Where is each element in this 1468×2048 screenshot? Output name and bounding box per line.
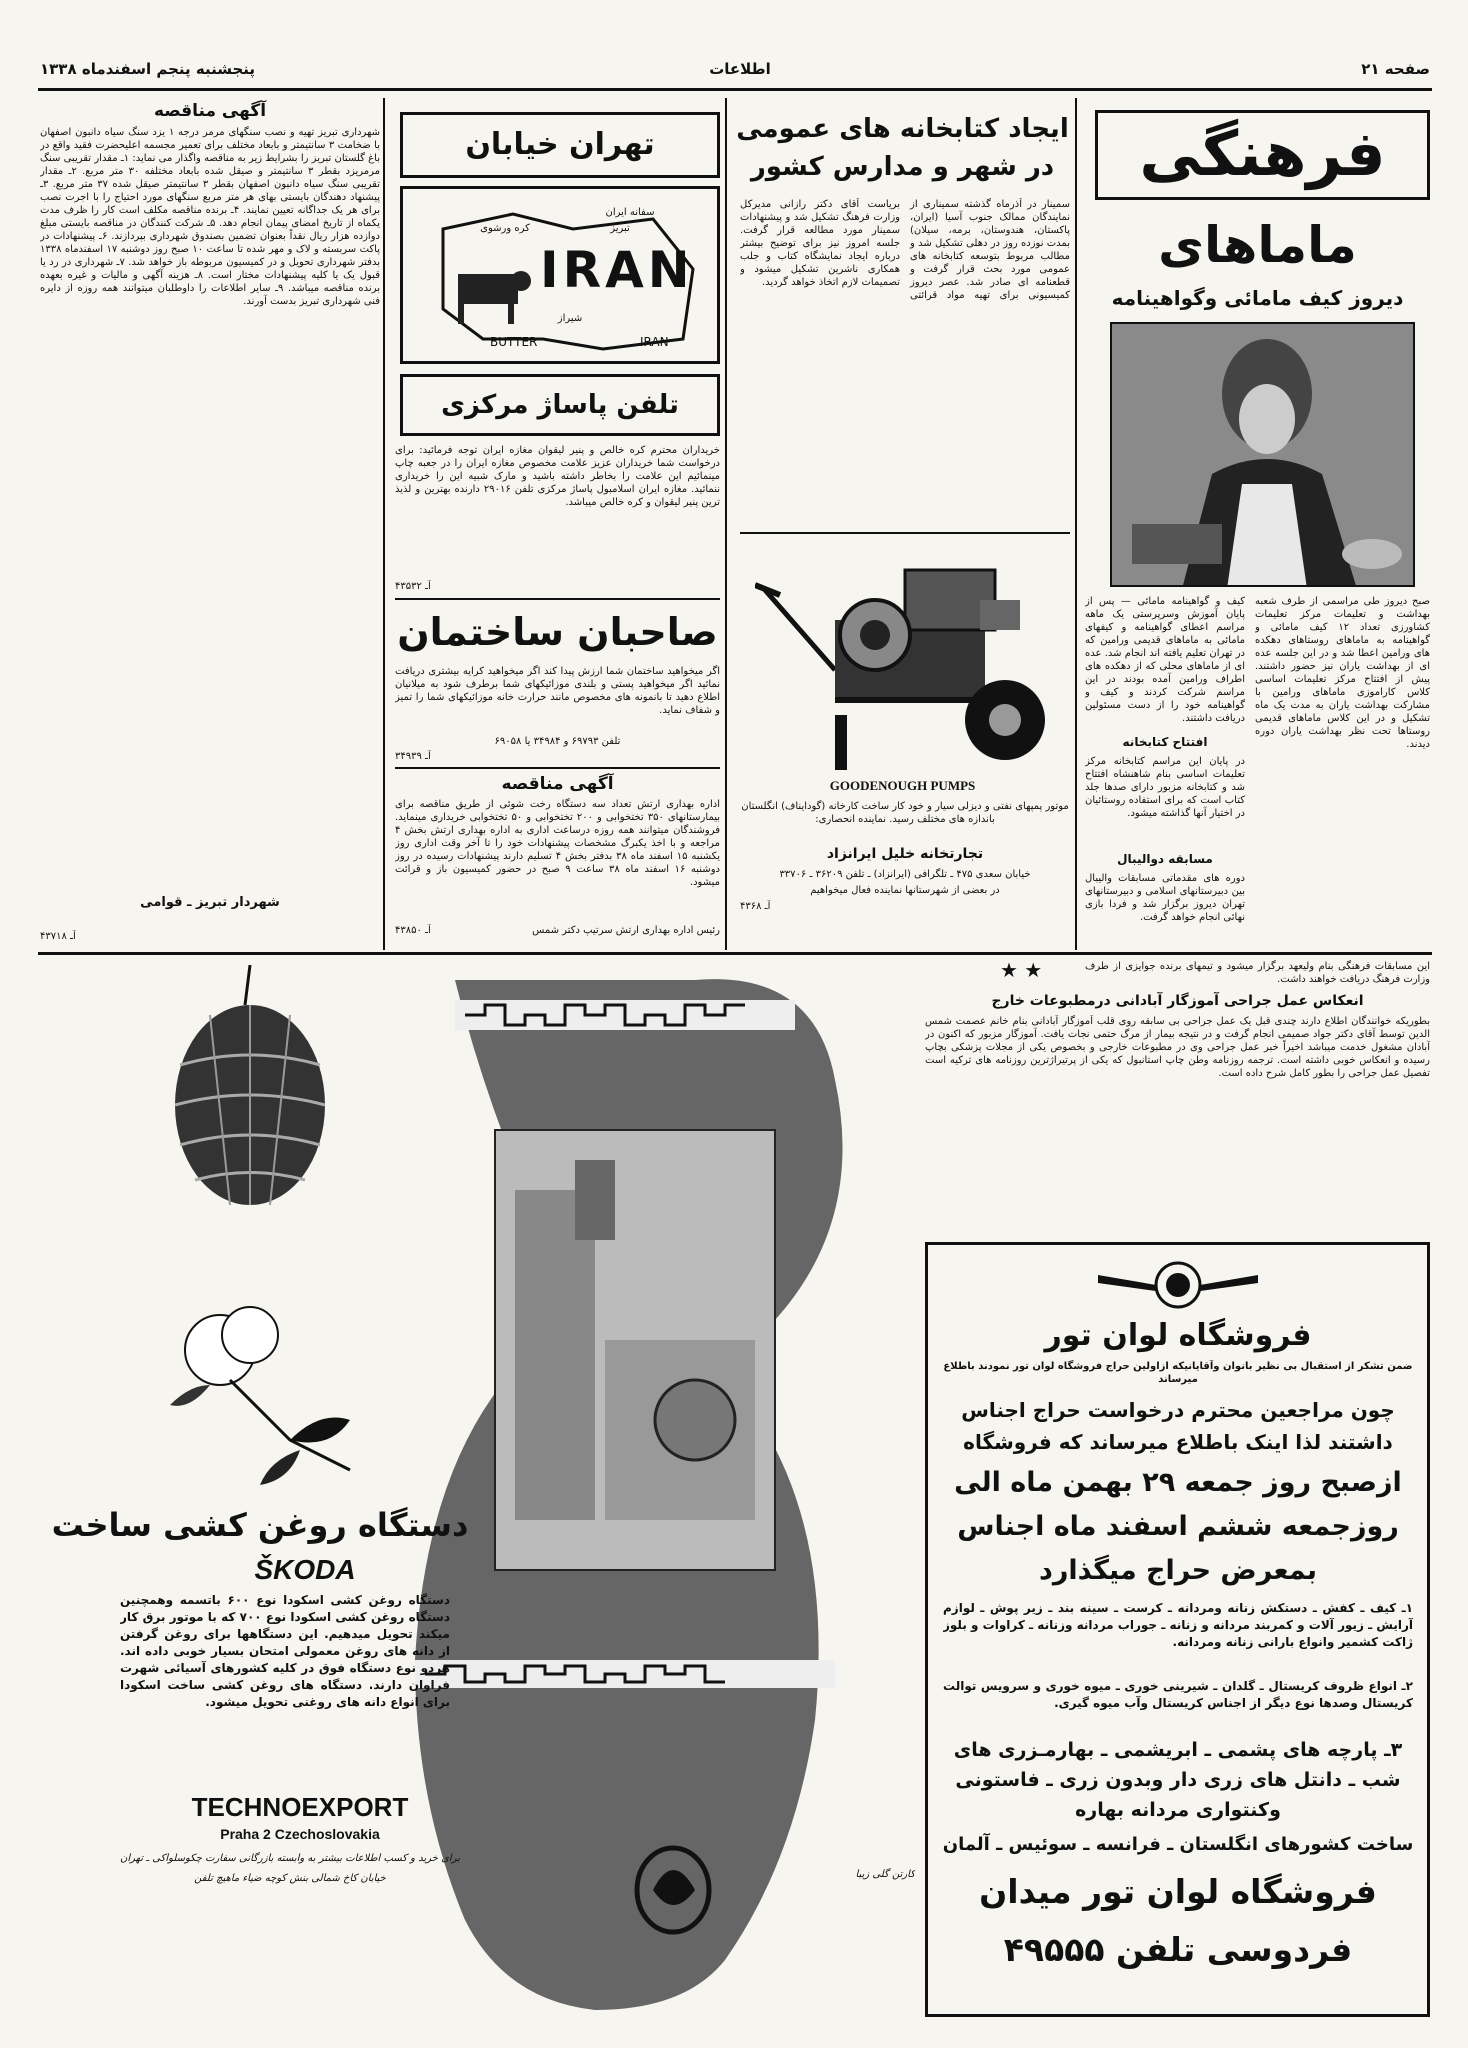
pumps-note: در بعضی از شهرستانها نماینده فعال میخواهیم <box>810 885 1000 896</box>
butter-phone: تلفن پاساژ مرکزی <box>400 374 720 436</box>
culture-body-2: کیف و گواهینامه مامائی — پس از پایان آموزش وسرپرستی یک ماهه مراسم اعطای گواهینامه و کیفهای مامائی به ماماهای قدیمی ورامین که در تهران تعلیم یافته اند انجام شد. عده ای از ماماهای محلی که از دهکده های اطراف ورامین آمده بودند در این مراسم شرکت کردند و کیف و گواهینامه خود را از دست مسئولین دریافت داشتند. <box>1085 596 1245 724</box>
culture-body-1: صبح دیروز طی مراسمی از طرف شعبه بهداشت و تعلیمات مرکز تعلیمات کشاورزی تعداد ۱۲ کیف مامائی و گواهینامه به ماماهای روستاهای دهکده های ورامین اعطا شد و در این جلسه عده ای از بهداشت یاران نیز حضور داشتند. پیش از افتتاح مرکز تعلیمات اساسی کلاس کاراموزی ماماهای ورامین با مشارکت بهداشت یاران به مدت یک ماه تشکیل و در این کلاس ماماهای قدیمی روستاها تحت نظر بهداشت یاران دوره دیدند. <box>1255 596 1430 750</box>
butter-shop-line: تهران خیابان <box>400 112 720 178</box>
surgery-title: انعکاس عمل جراحی آموزگار آبادانی درمطبوعات خارج <box>991 993 1364 1009</box>
section-rule <box>38 952 1432 955</box>
lavantour-item-3b: شب ـ دانتل های زری دار وبدون زری ـ فاستونی <box>955 1769 1401 1791</box>
midwife-photo <box>1110 322 1415 587</box>
library-opening-subhead: افتتاح کتابخانه <box>1122 735 1208 749</box>
lavantour-footer: فروشگاه لوان تور میدان <box>979 1872 1377 1911</box>
butter-city-tabriz: تبریز <box>610 223 630 234</box>
tabriz-signature: شهردار تبریز ـ قوامی <box>140 895 280 910</box>
army-notice-body: اداره بهداری ارتش تعداد سه دستگاه رخت شوئی از طریق مناقصه برای بیمارستانهای ۳۵۰ تختخوابی و ۲۰۰ تختخوابی و ۵۰ تختخوابی خریداری مینماید. فروشندگان میتوانند همه روزه درساعت اداری به اداره بهداری ارتش بخش ۴ مراجعه و با اخذ یکبرگ مشخصات پیشنهادات خود را تا آخر وقت اداری روز یکشنبه ۱۵ اسفند ماه ۳۸ بدفتر بخش ۴ تسلیم دارند پیشنهادات رسیده در روز دوشنبه ۱۶ اسفند ماه ۳۸ ساعت ۹ صبح در حضور کمیسیون باز و قرائت میشود. <box>395 799 720 888</box>
volleyball-body: دوره های مقدماتی مسابقات والیبال بین دبیرستانهای اسلامی و دبیرستانهای تهران دیروز برگزار شد و فردا بازی نهائی انجام خواهد گرفت. <box>1085 873 1245 923</box>
army-notice-title: آگهی مناقصه <box>501 774 614 794</box>
library-rule <box>740 532 1070 534</box>
header-rule <box>38 88 1432 91</box>
pumps-brand: GOODENOUGH PUMPS <box>829 778 976 793</box>
oil-seed-illustration <box>150 965 350 1225</box>
pump-illustration <box>755 540 1055 775</box>
lavantour-line-3: ازصبح روز جمعه ۲۹ بهمن ماه الی <box>954 1467 1402 1498</box>
skoda-contact-2: خیابان کاخ شمالی بنش کوچه ضیاء ماهیچ تلفن <box>194 1873 386 1884</box>
tabriz-notice-title: آگهی مناقصه <box>153 101 267 121</box>
skoda-headline: دستگاه روغن کشی ساخت <box>51 1506 469 1544</box>
butter-iran-small: IRAN <box>640 335 669 349</box>
lavantour-line-4: روزجمعه ششم اسفند ماه اجناس <box>957 1511 1399 1542</box>
surgery-body: بطوریکه خوانندگان اطلاع دارند چندی قبل یک عمل جراحی بی سابقه روی قلب آموزگار آبادانی بنام خانم عصمت شمس الدین توسط آقای دکتر جواد صمیمی انجام گرفت و در نتیجه بیمار از مرگ حتمی نجات یافت. آموزگار مزبور که اکنون در آبادان مشغول خدمت میباشد اخیراً خبر عمل جراحی وی در مطبوعات خارجی و بخصوص یکی از مجلات پزشکی بچاپ رسیده و انعکاس خوبی داشته است. ترجمه روزنامه وطن چاپ استانبول که یکی از پرتیراژترین روزنامه های ترکیه است تفصیل عمل جراحی را بطور کامل شرح داده است. <box>925 1016 1430 1079</box>
butter-logo-fa: کره ورشوی <box>480 223 530 234</box>
butter-brand-latin: IRAN <box>540 241 694 299</box>
butter-map-label: سفانه ایران <box>605 207 655 218</box>
column-divider <box>383 98 385 950</box>
lavantour-intro: ضمن تشکر از استقبال بی نظیر بانوان وآقایانیکه ازاولین حراج فروشگاه لوان تور نمودند باطلاع میرساند <box>943 1361 1413 1385</box>
culture-subhead: دیروز کیف مامائی وگواهینامه <box>1111 286 1404 310</box>
star-decoration: ★ ★ <box>1000 958 1043 982</box>
lavantour-name: فروشگاه لوان تور <box>1044 1318 1312 1353</box>
butter-city-shiraz: شیراز <box>557 313 583 324</box>
issue-date: پنجشنبه پنجم اسفندماه ۱۳۳۸ <box>40 60 256 78</box>
skoda-exporter: TECHNOEXPORT <box>191 1792 409 1822</box>
lavantour-countries: ساخت کشورهای انگلستان ـ فرانسه ـ سوئیس ـ آلمان <box>942 1834 1414 1855</box>
pumps-body: موتور پمپهای نفتی و دیزلی سیار و خود کار ساخت کارخانه (گودایناف) انگلستان باندازه های مختلف رسید. نماینده انحصاری: <box>741 801 1069 825</box>
butter-ad-code: آـ ۴۳۵۳۲ <box>395 581 431 592</box>
culture-badge: فرهنگی <box>1095 110 1430 200</box>
pumps-ad-code: آـ ۴۳۶۸ <box>740 901 771 912</box>
library-opening-body: در پایان این مراسم کتابخانه مرکز تعلیمات اساسی بنام شاهنشاه افتتاح شد و کتابخانه مزبور دارای صدها جلد کتاب است که برای استفاده روستائیان در اختیار آنها گذاشته میشود. <box>1085 756 1245 819</box>
skoda-brand: ŠKODA <box>254 1554 356 1585</box>
cotton-plant-illustration <box>150 1290 380 1490</box>
lavantour-line-1: چون مراجعین محترم درخواست حراج اجناس <box>961 1398 1395 1422</box>
lavantour-item-1: ۱ـ کیف ـ کفش ـ دستکش زنانه ومردانه ـ کرست ـ سینه بند ـ زیر پوش ـ لوازم آرایش ـ زیور آلات و کمربند مردانه و زنانه ـ جوراب مردانه وزنانه ـ کراوات و بلوز ژاکت کشمیر وانواع بارانی زنانه ومردانه. <box>943 1601 1413 1649</box>
culture-body-5: این مسابقات فرهنگی بنام ولیعهد برگزار میشود و تیمهای برنده جوایزی از طرف وزارت فرهنگ دریافت خواهند داشت. <box>1085 961 1430 985</box>
library-body: سمینار در آذرماه گذشته سمیناری از نمایندگان ممالک جنوب آسیا (ایران، پاکستان، هندوستان، برمه، سیلان) بمدت نوزده روز در دهلی تشکیل شد و مطالب مربوط بتوسعه کتابخانه های عمومی مورد بحث قرار گرفت و قطعنامه ای صادر شد. عصر دیروز کمیسیونی برای تهیه مواد قرائتی بریاست آقای دکتر رازانی مدیرکل وزارت فرهنگ تشکیل شد و پیشنهادات سمینار مورد مطالعه قرار گرفت. جلسه امروز نیز برای توضیح بیشتر درباره ایجاد نمایشگاه کتاب و جلب همکاری ناشرین تشکیل میشود و تصمیمات لازم اتخاذ خواهد گردید. <box>740 199 1070 301</box>
volleyball-subhead: مسابقه دوالیبال <box>1117 852 1213 866</box>
lavantour-line-5: بمعرض حراج میگذارد <box>1038 1555 1318 1586</box>
culture-headline: ماماهای <box>1158 216 1357 274</box>
library-headline: ایجاد کتابخانه های عمومی در شهر و مدارس کشور <box>736 114 1069 182</box>
pumps-address: خیابان سعدی ۴۷۵ ـ تلگرافی (ایرانزاد) ـ تلفن ۳۶۲۰۹ ـ ۳۳۷۰۶ <box>779 869 1031 880</box>
builders-title: صاحبان ساختمان <box>397 610 718 654</box>
culture-body-right <box>1255 595 1430 940</box>
butter-rule <box>395 598 720 600</box>
column-divider <box>1075 98 1077 950</box>
pumps-dealer: تجارتخانه خلیل ایرانزاد <box>826 846 984 862</box>
tabriz-ad-code: آـ ۴۳۷۱۸ <box>40 931 76 942</box>
lavantour-item-3: ۳ـ پارچه های پشمی ـ ابریشمی ـ بهارمـزری های <box>953 1739 1403 1761</box>
builders-ad-code: آـ ۳۴۹۳۹ <box>395 751 431 762</box>
lavantour-item-2: ۲ـ انواع ظروف کریستال ـ گلدان ـ شیرینی خوری ـ میوه خوری و سرویس توالت کریستال وصدها نوع دیگر از اجناس کریستال وآب میوه گیری. <box>943 1679 1413 1710</box>
builders-body: اگر میخواهید ساختمان شما ارزش پیدا کند اگر میخواهید کرایه بیشتری دریافت نمائید اگر میخواهید پستی و بلندی موزائیکهای شما برطرف شود به میلانیان اطلاع دهید تا بانمونه های مخصوص مانند حرارت خانه موزائیکهای شما را تمیز و شفاف نماید. <box>395 666 720 716</box>
tabriz-notice-body: شهرداری تبریز تهیه و نصب سنگهای مرمر درجه ۱ یزد سنگ سیاه دانبون اصفهان با ضخامت ۳ سانتیمتر و بابعاد مختلف برای تعمیر مجسمه اعلیحضرت فقید واقع در باغ گلستان تبریز را بشرایط زیر به مناقصه واگذار می نماید: ۱ـ مقدار تقریبی سنگ مرمریزد بقطر ۳ سانتیمتر و صیقل شده بابعاد مختلفه ۳۰ متر مربع. ۲ـ مقدار تقریبی سنگ سیاه دانبون اصفهان بقطر ۳ سانتیمتر صیقل شده ۳۷ متر مربع. ۳ـ پیشنهاد دهندگان بایستی بهای هر متر مربع سنگهای مورد احتیاج را با اجرت نصب برای هر یک جداگانه تعیین نمایند. ۴ـ برنده مناقصه مکلف است کار را ظرف مدت یکماه از تاریخ امضای پیمان انجام دهد. ۵ـ شرکت کنندگان در مناقصه بایستی مبلغ دوازده هزار ریال نقداً بعنوان تضمین بصندوق شهرداری بپردازند. ۶ـ پیشنهادات در پاکت سربسته و لاک و مهر شده تا ساعت ۱۰ صبح روز دوشنبه ۱۷ اسفندماه ۱۳۳۸ بدفتر شهرداری تحویل و در کمیسیون مربوطه باز خواهد شد. ۷ـ شهرداری در رد یا قبول یک یا کلیه پیشنهادات مختار است. ۸ـ هزینه آگهی و مالیات و غیره بعهده برنده مناقصه میباشد. ۹ـ سایر اطلاعات را داوطلبان میتوانند همه روزه از دایره فنی شهرداری تبریز بدست آورند. <box>40 127 380 307</box>
skoda-body: دستگاه روغن کشی اسکودا نوع ۶۰۰ باتسمه وهمچنین دستگاه روغن کشی اسکودا نوع ۷۰۰ که با موتور برق کار میکند تحویل میدهیم. این دستگاهها برای روغن گرفتن از دانه های روغن معمولی امتحان بسیار خوبی داده اند. هردو نوع دستگاه فوق در کلیه کشورهای آسیائی شهرت فراوان دارند. دستگاه های روغن کشی ساخت اسکودا برای انواع دانه های روغنی تحویل میشود. <box>120 1593 450 1709</box>
lavantour-phone: فردوسی تلفن ۴۹۵۵۵ <box>1003 1930 1353 1969</box>
builders-phone: تلفن ۶۹۷۹۳ و ۳۴۹۸۴ یا ۶۹۰۵۸ <box>494 736 621 747</box>
column-divider <box>725 98 727 950</box>
builders-rule <box>395 767 720 769</box>
butter-word: BUTTER <box>490 335 538 349</box>
army-signature: رئیس اداره بهداری ارتش سرتیپ دکتر شمس <box>532 925 720 936</box>
skoda-artist: کارتن گلی زیبا <box>855 1869 915 1880</box>
newspaper-name: اطلاعات <box>709 60 771 78</box>
lavantour-line-2: داشتند لذا اینک باطلاع میرساند که فروشگاه <box>963 1430 1393 1454</box>
lavantour-logo <box>1098 1255 1258 1315</box>
butter-body: خریداران محترم کره خالص و پنیر لیقوان مغازه ایران توجه فرمائید: برای درخواست شما خریداران عزیز علامت مخصوص مغازه ایران را در جعبه چاپ مینمائیم این علامت را بخاطر داشته باشید و مارک شبیه این را خریداری ننمائید. مغازه ایران اسلامبول پاساژ مرکزی تلفن ۲۹۰۱۶ دارنده بهترین و لذیذ ترین پنیر لیقوان و کره خالص میباشد. <box>395 445 720 508</box>
lavantour-ad <box>925 1242 1430 2017</box>
skoda-exporter-city: Praha 2 Czechoslovakia <box>220 1826 380 1842</box>
page-number: صفحه ۲۱ <box>1361 60 1430 78</box>
army-ad-code: آـ ۴۳۸۵۰ <box>395 925 431 936</box>
lavantour-item-3c: وکنتواری مردانه بهاره <box>1075 1799 1281 1821</box>
skoda-contact-1: برای خرید و کسب اطلاعات بیشتر به وابسته بازرگانی سفارت چکوسلواکی ـ تهران <box>119 1853 461 1864</box>
